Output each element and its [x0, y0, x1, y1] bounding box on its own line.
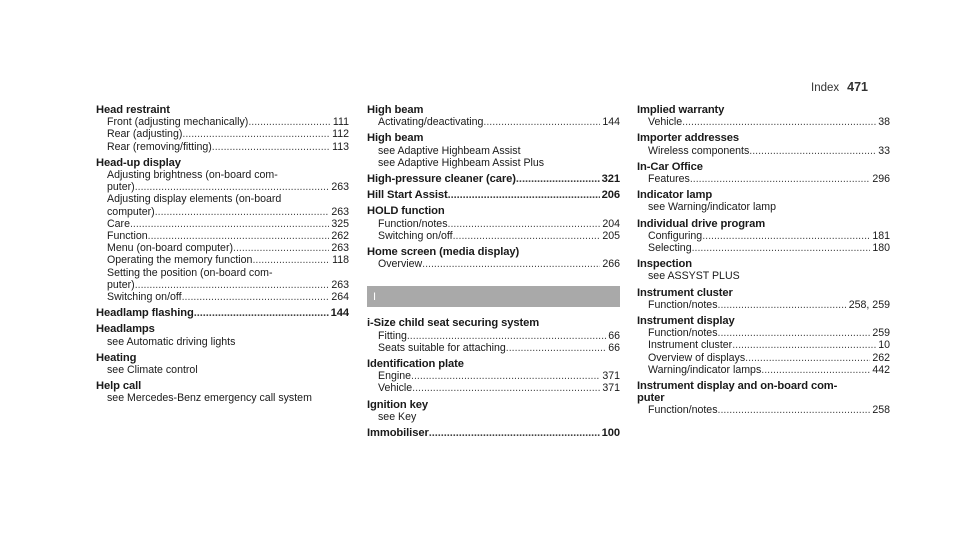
cross-reference[interactable]: see Mercedes-Benz emergency call system — [107, 392, 312, 405]
index-entry — [637, 258, 890, 282]
index-entry — [367, 104, 620, 128]
entry-heading: Individual drive program — [637, 217, 766, 230]
index-entry — [367, 358, 620, 395]
leader-dots — [182, 291, 330, 303]
sub-entry[interactable] — [637, 404, 890, 416]
sub-entry[interactable] — [637, 339, 890, 351]
sub-entry-text: Vehicle — [378, 382, 413, 395]
entry-heading: Identification plate — [367, 358, 464, 371]
page-ref[interactable]: 118 — [332, 254, 349, 267]
leader-dots — [194, 307, 329, 319]
leader-dots — [135, 181, 330, 193]
sub-entry-text: Adjusting display elements (on-board — [107, 193, 282, 206]
entry-heading: Ignition key — [367, 398, 428, 411]
entry-heading: High beam — [367, 132, 424, 145]
index-entry — [367, 173, 620, 185]
page-ref[interactable]: 204 — [602, 217, 620, 230]
index-entry — [637, 132, 890, 156]
sub-entry-text: Configuring — [648, 229, 703, 242]
cross-reference[interactable]: see Adaptive Highbeam Assist — [378, 144, 521, 157]
leader-dots — [422, 258, 600, 270]
leader-dots — [506, 342, 606, 354]
page-ref[interactable]: 263 — [331, 242, 349, 255]
sub-entry[interactable] — [637, 116, 890, 128]
sub-entry[interactable] — [367, 258, 620, 270]
sub-entry-text: Seats suitable for attaching — [378, 341, 506, 354]
header-section-label: Index — [811, 82, 840, 94]
page-ref[interactable]: 321 — [601, 173, 620, 186]
sub-entry[interactable] — [637, 173, 890, 185]
leader-dots — [252, 254, 330, 266]
leader-dots — [732, 339, 876, 351]
entry-heading: Heating — [96, 351, 137, 364]
sub-entry[interactable] — [637, 230, 890, 242]
section-letter-bar — [367, 286, 620, 307]
cross-reference[interactable]: see Adaptive Highbeam Assist Plus — [378, 156, 545, 169]
leader-dots — [718, 327, 871, 339]
page-ref[interactable]: 442 — [872, 363, 890, 376]
sub-entry[interactable] — [367, 342, 620, 354]
index-entry — [367, 427, 620, 439]
sub-entry-text: Function/notes — [648, 404, 718, 417]
page-header — [811, 80, 868, 94]
sub-entry[interactable] — [367, 370, 620, 382]
leader-dots — [692, 242, 871, 254]
sub-entry[interactable] — [96, 254, 349, 266]
page-number: 471 — [847, 80, 868, 94]
entry-heading: In-Car Office — [637, 160, 703, 173]
leader-dots — [155, 206, 330, 218]
leader-dots — [233, 242, 329, 254]
entry-heading-continued: puter — [637, 392, 665, 405]
page-ref[interactable]: 263 — [331, 205, 349, 218]
leader-dots — [248, 116, 331, 128]
page-ref[interactable]: 111 — [332, 116, 349, 129]
leader-dots — [718, 404, 871, 416]
sub-entry-text: Rear (adjusting) — [107, 128, 183, 141]
entry-heading: Help call — [96, 380, 142, 393]
sub-entry-text: Adjusting brightness (on-board com- — [107, 169, 278, 182]
page-ref[interactable]: 263 — [331, 278, 349, 291]
page-ref[interactable]: 264 — [331, 291, 349, 304]
index-entry — [367, 399, 620, 423]
page-ref[interactable]: 259 — [872, 327, 890, 340]
page-ref[interactable]: 205 — [602, 229, 620, 242]
entry-heading[interactable] — [367, 427, 620, 439]
sub-entry-text: Fitting — [378, 329, 407, 342]
leader-dots — [749, 145, 876, 157]
sub-entry-text: Front (adjusting mechanically) — [107, 116, 249, 129]
page-ref[interactable]: 10 — [878, 339, 890, 352]
entry-heading[interactable] — [367, 189, 620, 201]
index-entry — [96, 323, 349, 347]
page-ref[interactable]: 144 — [602, 116, 620, 129]
sub-entry-text: Function/notes — [648, 298, 718, 311]
section-letter: I — [373, 290, 377, 303]
sub-entry[interactable] — [637, 145, 890, 157]
leader-dots — [148, 230, 330, 242]
sub-entry[interactable] — [637, 242, 890, 254]
sub-entry[interactable] — [96, 141, 349, 153]
page-ref[interactable]: 66 — [608, 329, 620, 342]
entry-heading: Head-up display — [96, 156, 181, 169]
leader-dots — [682, 116, 876, 128]
entry-heading: Head restraint — [96, 104, 170, 116]
leader-dots — [516, 173, 600, 185]
leader-dots — [411, 370, 600, 382]
cross-reference[interactable]: see Warning/indicator lamp — [648, 201, 776, 214]
entry-heading[interactable] — [367, 173, 620, 185]
sub-entry-text: puter) — [107, 181, 135, 194]
leader-dots — [130, 218, 329, 230]
entry-heading: Instrument display and on-board com- — [637, 380, 838, 393]
sub-entry-text: Instrument cluster — [648, 339, 733, 352]
entry-heading: High beam — [367, 104, 424, 116]
sub-entry[interactable] — [96, 230, 349, 242]
leader-dots — [412, 382, 600, 394]
page-ref[interactable]: 66 — [608, 341, 620, 354]
entry-heading: Inspection — [637, 258, 692, 271]
page-ref[interactable]: 38 — [878, 116, 890, 129]
index-entry — [96, 157, 349, 303]
index-entry — [637, 189, 890, 213]
page-ref[interactable]: 258 — [872, 404, 890, 417]
index-entry — [96, 352, 349, 376]
entry-heading: Home screen (media display) — [367, 246, 520, 259]
sub-entry[interactable] — [96, 128, 349, 140]
sub-entry-text: Activating/deactivating — [378, 116, 484, 129]
entry-heading: Implied warranty — [637, 104, 725, 116]
sub-entry-text: Function — [107, 230, 148, 243]
leader-dots — [483, 116, 600, 128]
sub-entry-text: Care — [107, 217, 130, 230]
page-ref[interactable]: 371 — [602, 382, 620, 395]
sub-entry[interactable] — [367, 116, 620, 128]
page-ref[interactable]: 296 — [872, 173, 890, 186]
sub-entry[interactable] — [96, 291, 349, 303]
entry-heading: Instrument cluster — [637, 286, 733, 299]
sub-entry-text: Function/notes — [378, 217, 448, 230]
sub-entry-text: Engine — [378, 370, 411, 383]
entry-heading-text: Immobiliser — [367, 427, 429, 440]
leader-dots — [745, 352, 870, 364]
entry-heading: Headlamps — [96, 323, 155, 336]
sub-entry-text: Function/notes — [648, 327, 718, 340]
sub-entry-text: Switching on/off — [107, 291, 182, 304]
leader-dots — [453, 230, 601, 242]
page-ref[interactable]: 266 — [602, 258, 620, 271]
leader-dots — [135, 279, 330, 291]
page-ref[interactable]: 144 — [330, 307, 349, 320]
sub-entry[interactable] — [637, 327, 890, 339]
sub-entry-text: computer) — [107, 205, 155, 218]
entry-heading: Indicator lamp — [637, 189, 713, 202]
cross-reference[interactable]: see ASSYST PLUS — [648, 270, 740, 283]
entry-heading[interactable] — [96, 307, 349, 319]
entry-heading-text: Headlamp flashing — [96, 307, 194, 320]
sub-entry-text: Vehicle — [648, 116, 683, 129]
sub-entry-text: Selecting — [648, 242, 692, 255]
sub-entry[interactable] — [367, 330, 620, 342]
leader-dots — [182, 128, 330, 140]
entry-heading: Instrument display — [637, 315, 735, 328]
page-ref[interactable]: 325 — [331, 217, 349, 230]
page-ref[interactable]: 206 — [601, 189, 620, 202]
index-entry — [637, 287, 890, 311]
sub-entry-text: puter) — [107, 278, 135, 291]
page-ref[interactable]: 262 — [331, 230, 349, 243]
index-entry — [637, 161, 890, 185]
leader-dots — [448, 189, 600, 201]
index-entry — [637, 218, 890, 255]
page-ref[interactable]: 112 — [332, 128, 349, 141]
leader-dots — [702, 230, 870, 242]
index-entry — [367, 132, 620, 169]
sub-entry-text: Warning/indicator lamps — [648, 363, 762, 376]
page-ref[interactable]: 181 — [872, 229, 890, 242]
entry-heading-text: High-pressure cleaner (care) — [367, 173, 516, 186]
index-entry — [637, 380, 890, 417]
entry-heading: i-Size child seat securing system — [367, 317, 540, 330]
leader-dots — [212, 141, 330, 153]
leader-dots — [448, 218, 601, 230]
index-entry — [367, 189, 620, 201]
page-ref[interactable]: 180 — [872, 242, 890, 255]
index-entry — [367, 246, 620, 270]
entry-heading: Importer addresses — [637, 132, 740, 145]
leader-dots — [429, 427, 600, 439]
page-ref[interactable]: 258, 259 — [848, 298, 890, 311]
index-column-2 — [367, 104, 620, 443]
sub-entry-text: Features — [648, 173, 690, 186]
sub-entry-text: Setting the position (on-board com- — [107, 266, 273, 279]
sub-entry[interactable] — [367, 230, 620, 242]
sub-entry-text: Menu (on-board computer) — [107, 242, 234, 255]
leader-dots — [761, 364, 870, 376]
page-ref[interactable]: 262 — [872, 351, 890, 364]
entry-heading: HOLD function — [367, 205, 445, 218]
sub-entry[interactable] — [637, 352, 890, 364]
sub-entry-text: Switching on/off — [378, 229, 453, 242]
index-entry — [367, 205, 620, 242]
leader-dots — [690, 173, 871, 185]
index-entry — [96, 380, 349, 404]
index-entry — [96, 104, 349, 153]
index-entry — [637, 104, 890, 128]
sub-entry[interactable] — [96, 279, 349, 291]
sub-entry[interactable] — [96, 116, 349, 128]
sub-entry[interactable] — [637, 364, 890, 376]
sub-entry-text: Rear (removing/fitting) — [107, 140, 212, 153]
sub-entry[interactable] — [367, 382, 620, 394]
sub-entry[interactable] — [637, 299, 890, 311]
page-ref[interactable]: 100 — [601, 427, 620, 440]
sub-entry[interactable] — [96, 206, 349, 218]
sub-entry-text: Wireless components — [648, 144, 750, 157]
cross-reference[interactable]: see Climate control — [107, 364, 198, 377]
leader-dots — [718, 299, 847, 311]
page-ref[interactable]: 371 — [602, 370, 620, 383]
sub-entry[interactable] — [96, 218, 349, 230]
cross-reference[interactable]: see Automatic driving lights — [107, 335, 236, 348]
leader-dots — [407, 330, 606, 342]
sub-entry-text: Overview — [378, 258, 423, 271]
sub-entry[interactable] — [96, 242, 349, 254]
sub-entry-text: Operating the memory function — [107, 254, 253, 267]
page-ref[interactable]: 33 — [878, 144, 890, 157]
sub-entry[interactable] — [367, 218, 620, 230]
sub-entry-text: Overview of displays — [648, 351, 746, 364]
index-column-1 — [96, 104, 349, 409]
page-ref[interactable]: 113 — [332, 140, 349, 153]
cross-reference[interactable]: see Key — [378, 410, 417, 423]
index-column-3 — [637, 104, 890, 421]
index-entry — [367, 317, 620, 354]
sub-entry[interactable] — [96, 181, 349, 193]
page-ref[interactable]: 263 — [331, 181, 349, 194]
index-entry — [637, 315, 890, 376]
index-entry — [96, 307, 349, 319]
entry-heading-text: Hill Start Assist — [367, 189, 448, 202]
